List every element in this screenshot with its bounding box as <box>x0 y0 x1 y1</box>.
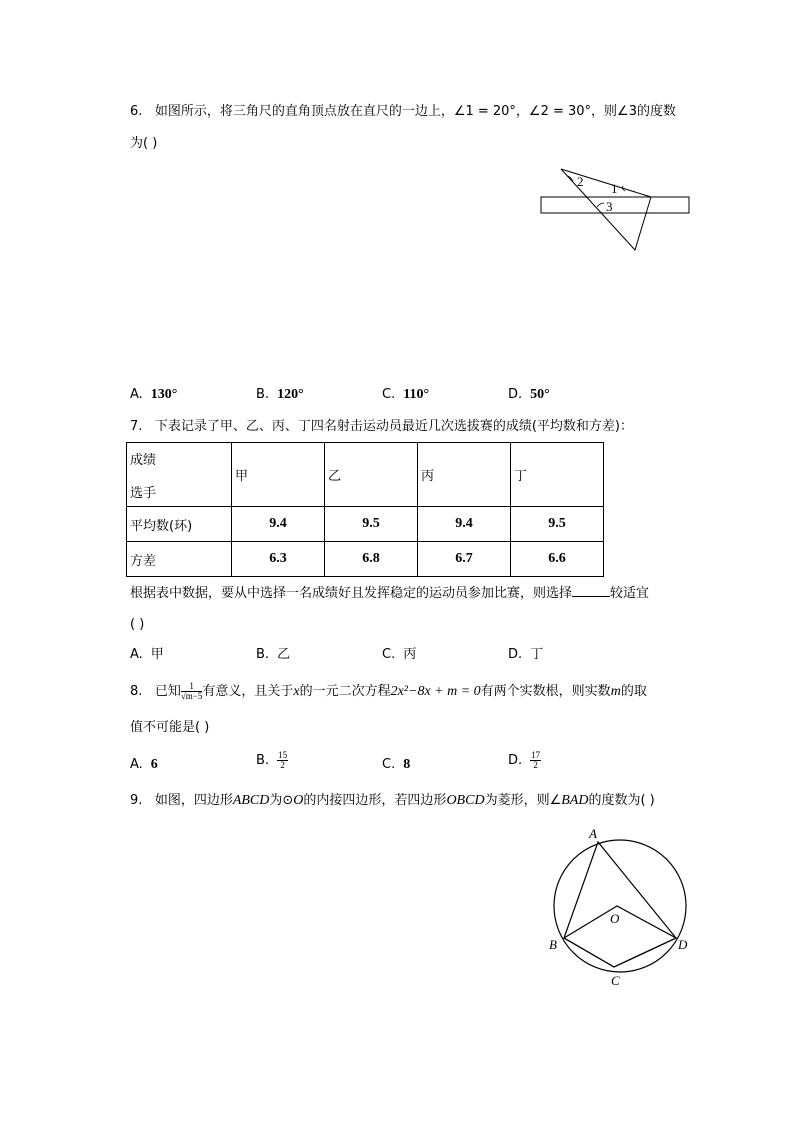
option-label: B. <box>256 647 270 662</box>
q7-line-1 <box>130 418 633 436</box>
q8-line-2 <box>130 719 209 737</box>
table-cell: 6.3 <box>232 542 325 577</box>
q7-option-b[interactable] <box>256 646 290 664</box>
q9-text-4: 为菱形，则∠ <box>484 793 562 808</box>
angle-label-1: 1 <box>611 181 618 196</box>
q8-line-1 <box>130 682 647 701</box>
point-label-a: A <box>589 826 597 841</box>
table-cell: 6.6 <box>511 542 604 577</box>
q7-line-after <box>130 584 649 603</box>
angle-label-2: 2 <box>577 174 584 189</box>
table-header-row <box>127 443 604 507</box>
table-row <box>127 507 604 542</box>
header-cell: 乙 <box>325 443 418 507</box>
q6-option-d[interactable] <box>508 386 550 404</box>
table-cell: 9.5 <box>511 507 604 542</box>
q6-option-a[interactable] <box>130 386 177 404</box>
row-label: 方差 <box>127 542 232 577</box>
fraction-denominator: 2 <box>280 760 285 770</box>
option-value: 50° <box>530 387 550 402</box>
q6-line-2 <box>130 135 157 153</box>
point-label-d: D <box>678 937 688 952</box>
table-cell: 9.5 <box>325 507 418 542</box>
option-value: 110° <box>403 387 430 402</box>
q8-option-c[interactable] <box>382 756 410 774</box>
option-value: 6 <box>150 757 158 772</box>
table-row <box>127 542 604 577</box>
option-label: A. <box>130 647 143 662</box>
table-cell: 9.4 <box>232 507 325 542</box>
fraction-denominator: 2 <box>533 760 538 770</box>
q9-number: 9. <box>130 793 143 808</box>
q7-option-c[interactable] <box>382 646 416 664</box>
option-value: 120° <box>277 387 304 402</box>
q6-text-2: 为( ) <box>130 136 158 151</box>
option-value: 8 <box>403 757 411 772</box>
quadrilateral-abcd <box>564 842 676 967</box>
q8-text-2: 有意义，且关于 <box>202 684 294 699</box>
option-value: 丙 <box>403 647 417 662</box>
q7-line-after-2 <box>130 616 144 634</box>
option-label: C. <box>382 757 396 772</box>
q9-text-3: 的内接四边形，若四边形 <box>303 793 447 808</box>
option-value: 丁 <box>530 647 544 662</box>
q7-option-d[interactable] <box>508 646 543 664</box>
q7-number: 7. <box>130 419 143 434</box>
option-value: 乙 <box>277 647 291 662</box>
q7-score-table <box>126 442 604 577</box>
circle-o-outline <box>554 840 686 972</box>
q8-number: 8. <box>130 684 143 699</box>
point-label-o: O <box>610 911 620 926</box>
table-cell: 6.8 <box>325 542 418 577</box>
var-m: m <box>610 684 621 699</box>
option-label: B. <box>256 753 270 768</box>
option-value: 甲 <box>150 647 164 662</box>
q8-text-5: 的取 <box>620 684 647 699</box>
q8-fraction <box>181 682 203 701</box>
q8-option-a[interactable] <box>130 756 158 774</box>
angle-1-arc <box>622 186 625 191</box>
ruler <box>541 197 689 213</box>
option-fraction <box>530 751 541 770</box>
header-cell: 丁 <box>511 443 604 507</box>
option-label: C. <box>382 647 396 662</box>
q6-line-1 <box>130 103 676 121</box>
corner-bottom: 选手 <box>130 485 157 501</box>
option-label: B. <box>256 387 270 402</box>
point-label-c: C <box>611 973 620 988</box>
q7-text: 下表记录了甲、乙、丙、丁四名射击运动员最近几次选拔赛的成绩(平均数和方差)： <box>154 419 633 434</box>
option-label: D. <box>508 753 523 768</box>
q9-line-1 <box>130 792 655 810</box>
q8-text-1: 已知 <box>154 684 181 699</box>
header-cell: 丙 <box>418 443 511 507</box>
q8-equation: 2x²−8x + m = 0 <box>390 684 481 699</box>
q9-text-5: 的度数为( ) <box>588 793 655 808</box>
table-cell: 9.4 <box>418 507 511 542</box>
option-label: A. <box>130 387 143 402</box>
q6-text: 如图所示，将三角尺的直角顶点放在直尺的一边上，∠1 = 20°，∠2 = 30°，则∠3的度数 <box>154 104 676 119</box>
angle-label-3: 3 <box>606 199 613 214</box>
quad-abcd: ABCD <box>232 793 270 808</box>
fraction-numerator: 1 <box>181 682 203 692</box>
option-label: A. <box>130 757 143 772</box>
angle-3-arc <box>597 203 604 207</box>
answer-blank[interactable] <box>572 584 610 597</box>
q8-option-d[interactable] <box>508 751 541 770</box>
q8-option-b[interactable] <box>256 751 288 770</box>
option-label: D. <box>508 387 523 402</box>
q6-option-b[interactable] <box>256 386 304 404</box>
angle-bad: BAD <box>561 793 589 808</box>
q7-after-2: ( ) <box>130 617 145 632</box>
quad-obcd: OBCD <box>446 793 485 808</box>
fraction-numerator: 15 <box>278 750 288 760</box>
q7-option-a[interactable] <box>130 646 164 664</box>
table-cell: 6.7 <box>418 542 511 577</box>
fraction-numerator: 17 <box>531 750 541 760</box>
q6-number: 6. <box>130 104 143 119</box>
option-label: D. <box>508 647 523 662</box>
fraction-denominator: √m−5 <box>180 691 203 701</box>
q7-after-b: 较适宜 <box>610 586 650 601</box>
q8-text-line2: 值不可能是( ) <box>130 720 210 735</box>
var-x: x <box>293 684 300 699</box>
angle-2-arc <box>568 176 573 182</box>
option-label: C. <box>382 387 396 402</box>
triangle <box>561 169 651 250</box>
option-fraction <box>277 751 288 770</box>
q9-text-1: 如图，四边形 <box>154 793 233 808</box>
point-label-b: B <box>549 937 557 952</box>
rhombus-obcd <box>564 906 676 967</box>
corner-cell <box>127 443 232 507</box>
q8-text-4: 有两个实数根，则实数 <box>480 684 611 699</box>
circle-o: O <box>293 793 304 808</box>
q6-option-c[interactable] <box>382 386 429 404</box>
q8-text-3: 的一元二次方程 <box>299 684 391 699</box>
q7-after-a: 根据表中数据，要从中选择一名成绩好且发挥稳定的运动员参加比赛，则选择 <box>130 586 573 601</box>
header-cell: 甲 <box>232 443 325 507</box>
row-label: 平均数(环) <box>127 507 232 542</box>
q9-text-2: 为⊙ <box>269 793 294 808</box>
option-value: 130° <box>150 387 178 402</box>
corner-top: 成绩 <box>130 452 157 468</box>
